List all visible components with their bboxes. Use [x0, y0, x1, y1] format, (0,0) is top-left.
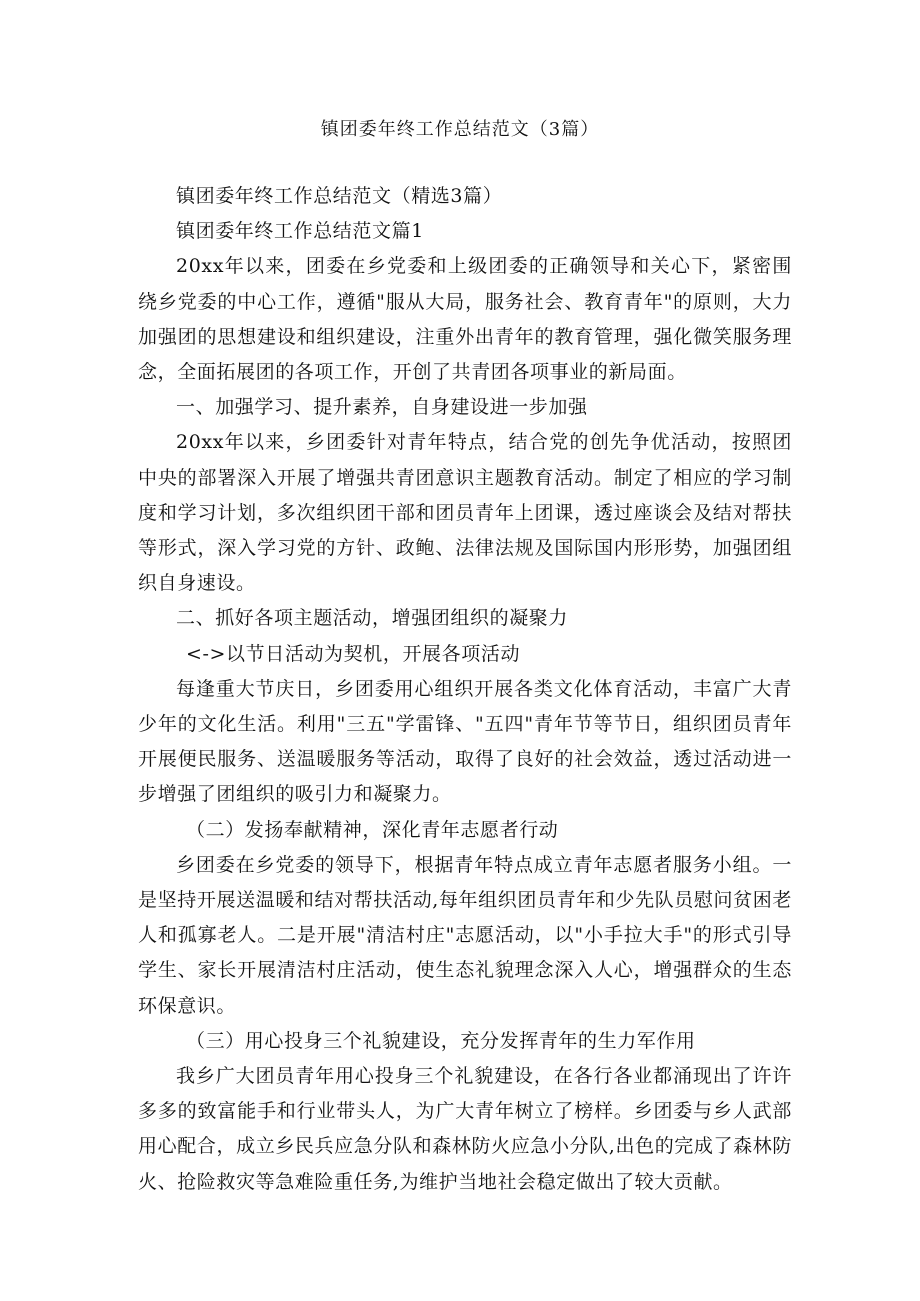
subsection-heading-3: （三）用心投身三个礼貌建设，充分发挥青年的生力军作用: [186, 1029, 696, 1052]
paragraph-subsection-3: 我乡广大团员青年用心投身三个礼貌建设，在各行各业都涌现出了许许多多的致富能手和行业带头人，为广大青年树立了榜样。乡团委与乡人武部用心配合，成立乡民兵应急分队和森林防火应急小分队,出色的完成了森林防火、抢险救灾等急难险重任务,为维护当地社会稳定做出了较大贡献。: [138, 1065, 792, 1193]
subsection-heading-2: （二）发扬奉献精神，深化青年志愿者行动: [186, 818, 559, 841]
section-heading-2: 二、抓好各项主题活动，增强团组织的凝聚力: [176, 607, 569, 630]
paragraph-subsection-1: 每逢重大节庆日，乡团委用心组织开展各类文化体育活动，丰富广大青少年的文化生活。利用"三五"学雷锋、"五四"青年节等节日，组织团员青年开展便民服务、送温暖服务等活动，取得了良好的社会效益，透过活动进一步增强了团组织的吸引力和凝聚力。: [138, 677, 792, 806]
paragraph-intro: 20xx年以来，团委在乡党委和上级团委的正确领导和关心下，紧密围绕乡党委的中心工作，遵循"服从大局，服务社会、教育青年"的原则，大力加强团的思想建设和组织建设，注重外出青年的教育管理，强化微笑服务理念，全面拓展团的各项工作，开创了共青团各项事业的新局面。: [138, 255, 792, 384]
section-heading-1: 一、加强学习、提升素养，自身建设进一步加强: [176, 396, 588, 419]
paragraph-subsection-2: 乡团委在乡党委的领导下，根据青年特点成立青年志愿者服务小组。一是坚持开展送温暖和结对帮扶活动,每年组织团员青年和少先队员慰问贫困老人和孤寡老人。二是开展"清洁村庄"志愿活动，以"小手拉大手"的形式引导学生、家长开展清洁村庄活动，使生态礼貌理念深入人心，增强群众的生态环保意识。: [138, 853, 792, 1017]
paragraph-subtitle: 镇团委年终工作总结范文（精选3篇）: [176, 185, 503, 207]
document-body: [138, 179, 792, 1200]
paragraph-article-heading: 镇团委年终工作总结范文篇1: [176, 220, 424, 243]
document-title: 镇团委年终工作总结范文（3篇）: [320, 119, 600, 140]
paragraph-section-1: 20xx年以来，乡团委针对青年特点，结合党的创先争优活动，按照团中央的部署深入开展了增强共青团意识主题教育活动。制定了相应的学习制度和学习计划，多次组织团干部和团员青年上团课，透过座谈会及结对帮扶等形式，深入学习党的方针、政鲍、法律法规及国际国内形形势，加强团组织自身速设。: [138, 431, 792, 595]
subsection-heading-1: <->以节日活动为契机，开展各项活动: [186, 642, 521, 665]
